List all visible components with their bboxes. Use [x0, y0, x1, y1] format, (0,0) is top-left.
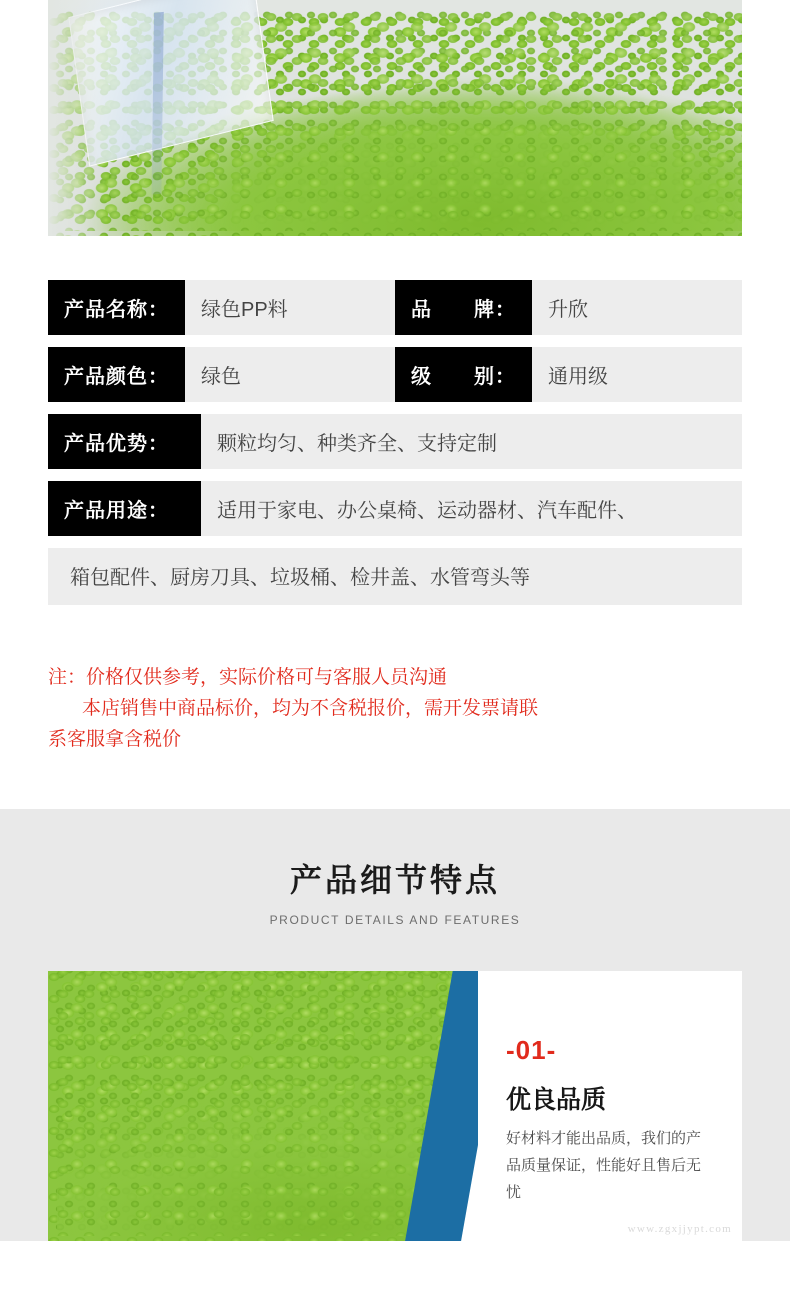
- price-note-line-3: 系客服拿含税价: [48, 728, 182, 750]
- table-row: [48, 280, 742, 335]
- spec-label-advantages: 产品优势：: [48, 414, 201, 469]
- section-title: 产品细节特点: [289, 862, 500, 899]
- spec-value-usage: 适用于家电、办公桌椅、运动器材、汽车配件、: [201, 481, 742, 536]
- spec-label-brand: 品 牌：: [395, 280, 532, 335]
- spec-label-product-color: 产品颜色：: [48, 347, 185, 402]
- product-details-section: [0, 809, 790, 1241]
- table-row: [48, 481, 742, 536]
- specification-table: [48, 280, 742, 605]
- table-row: [48, 414, 742, 469]
- spec-label-grade: 级 别：: [395, 347, 532, 402]
- detail-description: 好材料才能出品质，我们的产品质量保证，性能好且售后无忧: [506, 1130, 702, 1201]
- site-watermark: www.zgxjjypt.com: [627, 1223, 732, 1236]
- section-subtitle: PRODUCT DETAILS AND FEATURES: [269, 913, 521, 928]
- spec-label-product-name: 产品名称：: [48, 280, 185, 335]
- detail-photo: [48, 971, 478, 1241]
- spec-value-grade: 通用级: [532, 347, 742, 402]
- spec-value-brand: 升欣: [532, 280, 742, 335]
- detail-number: -01-: [506, 1035, 557, 1066]
- detail-item-01: [48, 971, 742, 1241]
- spec-value-product-name: 绿色PP料: [185, 280, 395, 335]
- price-note-line-2: 本店销售中商品标价，均为不含税报价，需开发票请联: [82, 697, 539, 719]
- hero-product-image: [48, 0, 742, 236]
- spec-value-usage-continued: 箱包配件、厨房刀具、垃圾桶、检井盖、水管弯头等: [48, 548, 742, 605]
- hero-left-fade: [48, 0, 108, 236]
- price-note-line-1: 注：价格仅供参考，实际价格可与客服人员沟通: [48, 667, 448, 688]
- spec-value-advantages: 颗粒均匀、种类齐全、支持定制: [201, 414, 742, 469]
- detail-text-block: [478, 971, 742, 1241]
- price-note: [48, 663, 742, 755]
- table-row: [48, 347, 742, 402]
- spec-label-usage: 产品用途：: [48, 481, 201, 536]
- detail-heading: 优良品质: [506, 1086, 607, 1115]
- spec-value-product-color: 绿色: [185, 347, 395, 402]
